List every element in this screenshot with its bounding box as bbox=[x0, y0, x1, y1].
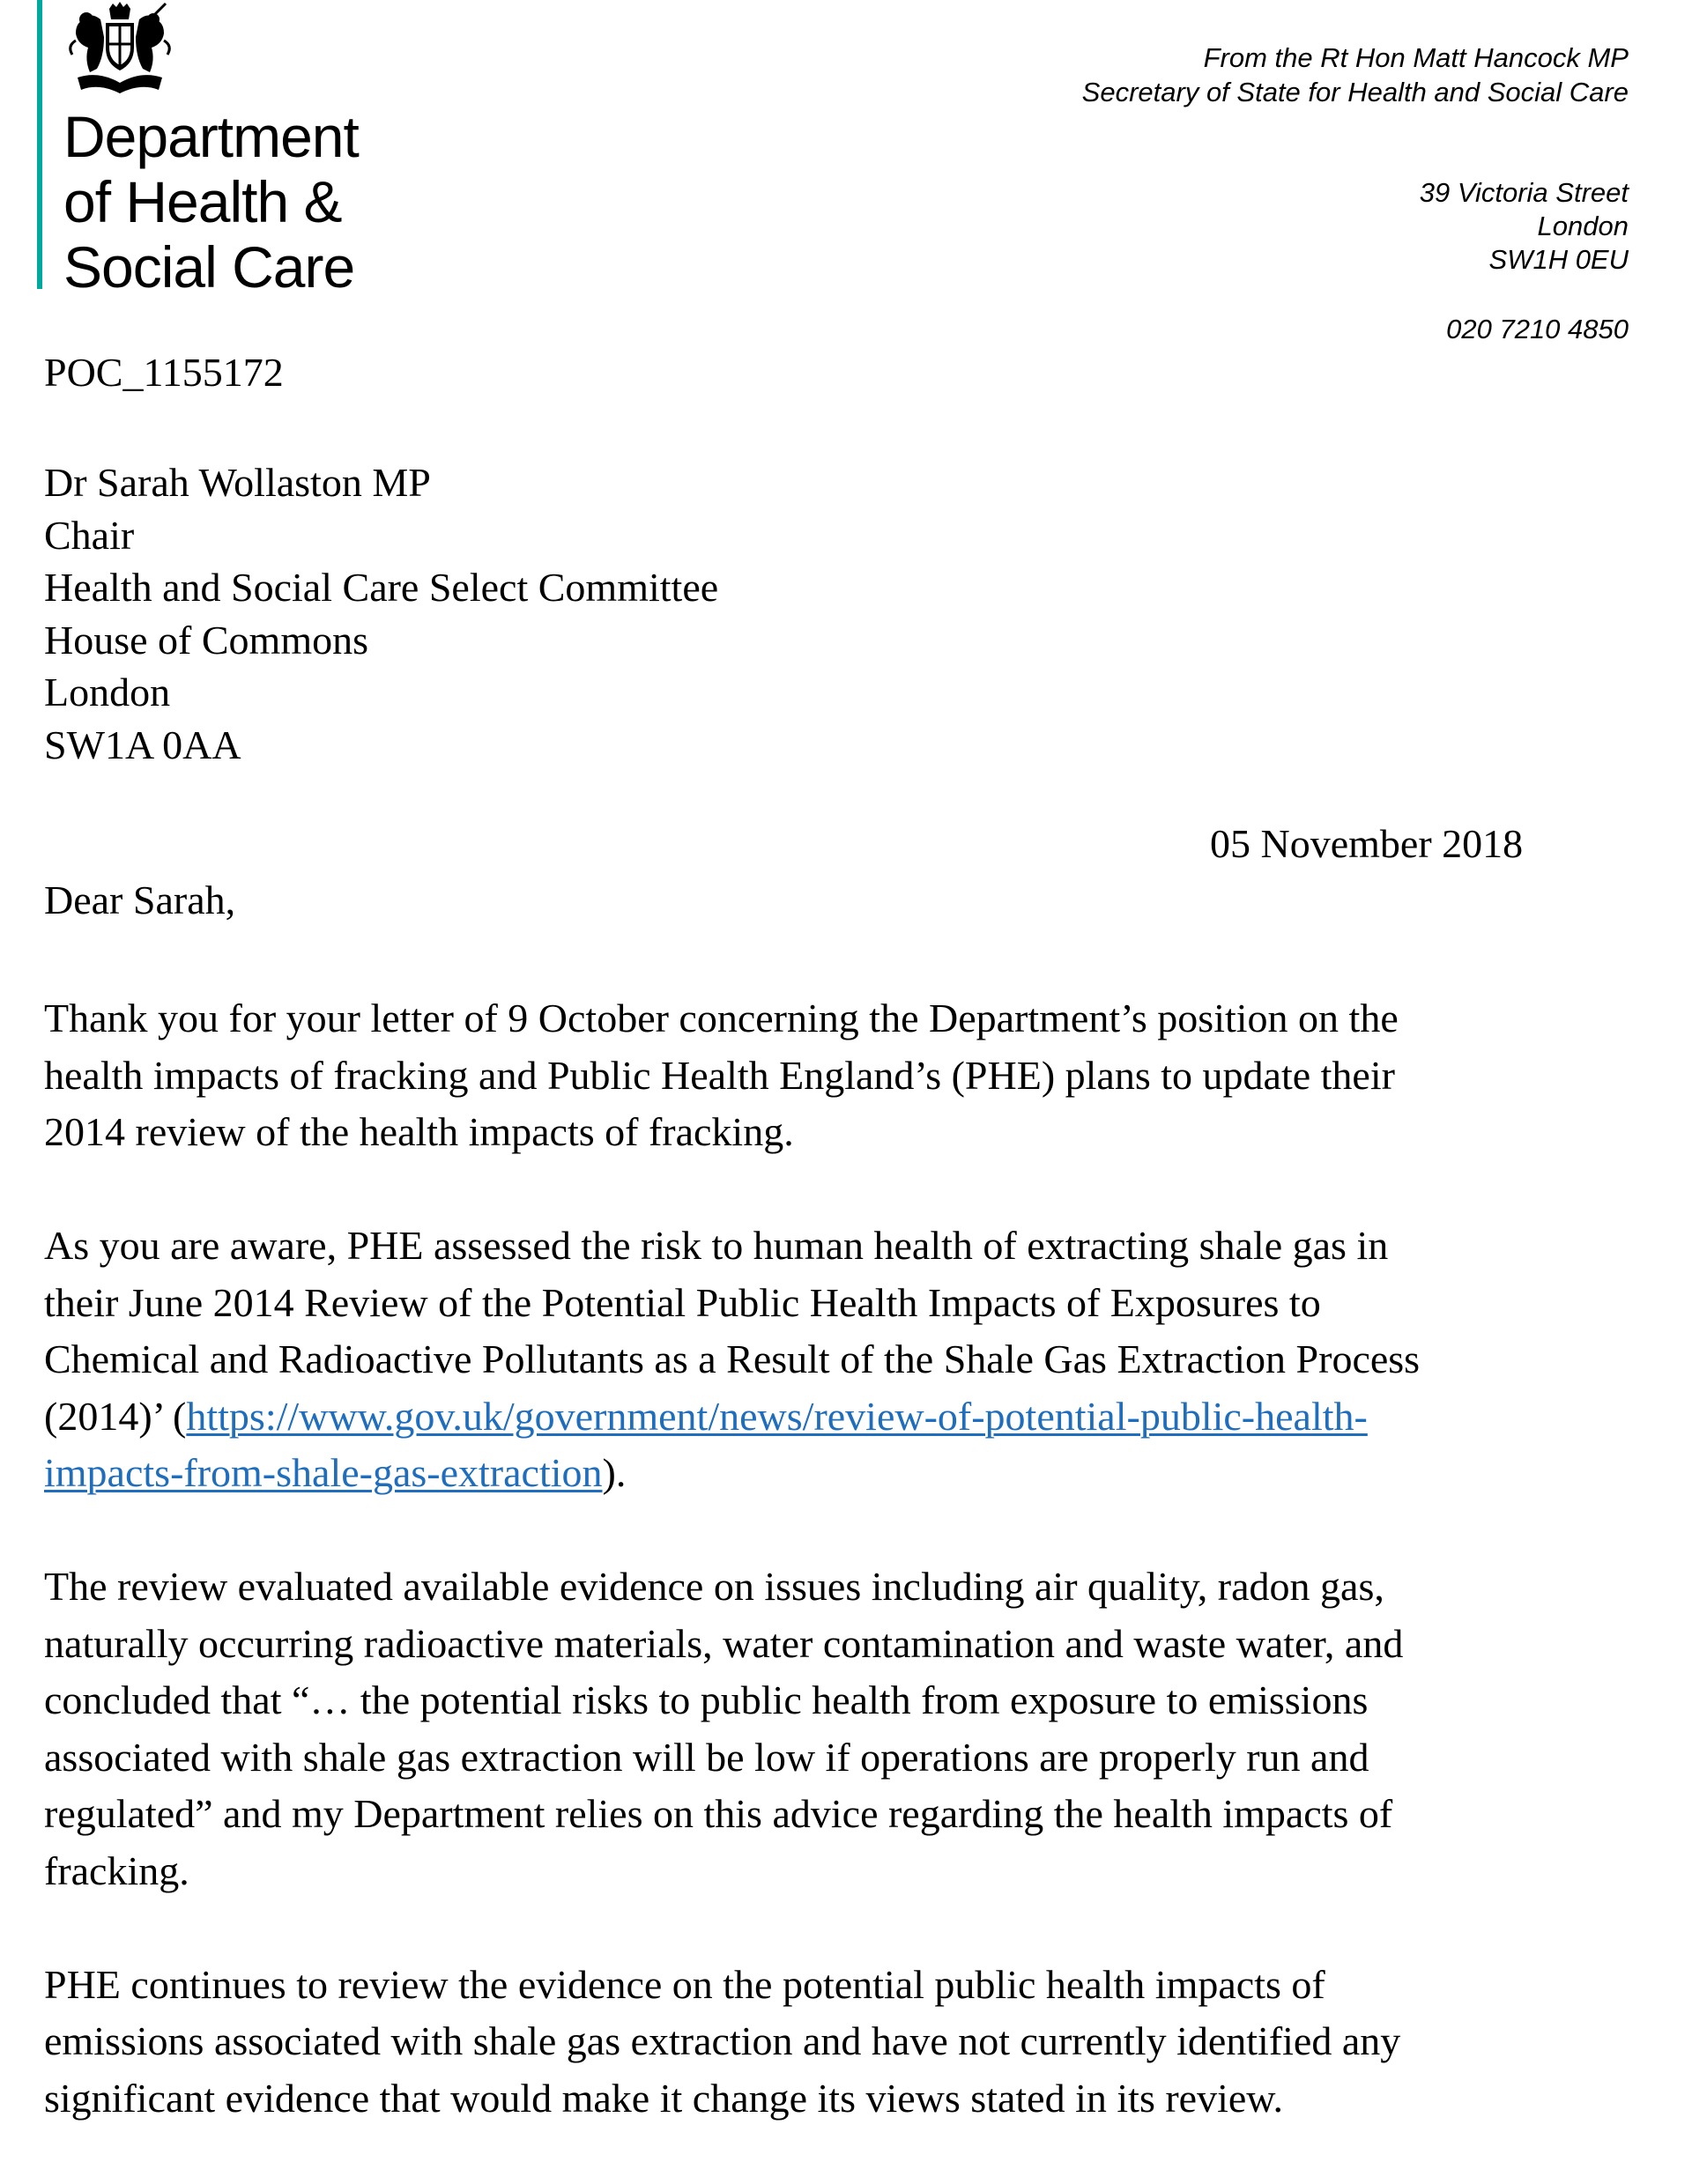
review-link-continued[interactable]: impacts-from-shale-gas-extraction bbox=[44, 1450, 603, 1495]
body-line: health impacts of fracking and Public Health England’s (PHE) plans to update their bbox=[44, 1052, 1395, 1098]
body-line: As you are aware, PHE assessed the risk to human health of extracting shale gas in bbox=[44, 1223, 1389, 1268]
review-link[interactable]: https://www.gov.uk/government/news/review-of-potential-public-health- bbox=[186, 1393, 1368, 1439]
letter-date: 05 November 2018 bbox=[1210, 821, 1524, 866]
recipient-line: Chair bbox=[44, 512, 135, 558]
letterhead-accent-bar bbox=[37, 0, 42, 289]
body-paragraph bbox=[44, 1957, 1630, 2128]
department-logo-line: of Health & bbox=[63, 169, 342, 234]
body-line: Thank you for your letter of 9 October concerning the Department’s position on the bbox=[44, 996, 1399, 1040]
body-line: Chemical and Radioactive Pollutants as a Result of the Shale Gas Extraction Process bbox=[44, 1336, 1421, 1381]
sender-name: From the Rt Hon Matt Hancock MP bbox=[1203, 42, 1629, 73]
body-line: associated with shale gas extraction will be low if operations are properly run and bbox=[44, 1734, 1369, 1780]
body-paragraph bbox=[44, 1558, 1630, 1899]
sender-address-line: SW1H 0EU bbox=[1488, 244, 1629, 275]
body-line bbox=[44, 1445, 1630, 1502]
body-line: PHE continues to review the evidence on the potential public health impacts of bbox=[44, 1961, 1325, 2007]
body-line: naturally occurring radioactive materials, water contamination and waste water, and bbox=[44, 1620, 1404, 1666]
letter-body bbox=[44, 990, 1630, 2184]
sender-block bbox=[1082, 41, 1629, 109]
recipient-line: SW1A 0AA bbox=[44, 722, 241, 767]
salutation: Dear Sarah, bbox=[44, 877, 236, 922]
recipient-line: House of Commons bbox=[44, 617, 368, 663]
body-line: fracking. bbox=[44, 1847, 189, 1893]
body-line: 2014 review of the health impacts of fracking. bbox=[44, 1109, 794, 1154]
body-line: concluded that “… the potential risks to public health from exposure to emissions bbox=[44, 1677, 1369, 1722]
body-paragraph bbox=[44, 990, 1630, 1161]
department-logo-line: Social Care bbox=[63, 234, 355, 300]
body-line: The review evaluated available evidence on issues including air quality, radon gas, bbox=[44, 1564, 1384, 1609]
sender-title: Secretary of State for Health and Social Care bbox=[1081, 77, 1629, 107]
department-logo-line: Department bbox=[63, 104, 359, 169]
recipient-line: Health and Social Care Select Committee bbox=[44, 565, 719, 610]
body-line bbox=[44, 1388, 1630, 1446]
recipient-address bbox=[44, 456, 718, 771]
recipient-line: Dr Sarah Wollaston MP bbox=[44, 460, 431, 505]
sender-address-line: London bbox=[1537, 211, 1629, 241]
citation-prefix: (2014)’ ( bbox=[44, 1393, 187, 1439]
citation-suffix: ). bbox=[602, 1450, 627, 1495]
sender-phone: 020 7210 4850 bbox=[1446, 314, 1629, 344]
reference-number: POC_1155172 bbox=[44, 350, 284, 395]
body-paragraph bbox=[44, 1218, 1630, 1502]
royal-coat-of-arms-icon bbox=[63, 2, 176, 100]
sender-address bbox=[1420, 176, 1629, 277]
body-line: significant evidence that would make it change its views stated in its review. bbox=[44, 2075, 1284, 2121]
sender-address-line: 39 Victoria Street bbox=[1419, 177, 1629, 208]
body-line: regulated” and my Department relies on this advice regarding the health impacts of bbox=[44, 1791, 1393, 1836]
body-line: their June 2014 Review of the Potential Public Health Impacts of Exposures to bbox=[44, 1279, 1321, 1325]
department-logo-text bbox=[63, 104, 359, 300]
recipient-line: London bbox=[44, 670, 171, 714]
body-line: emissions associated with shale gas extraction and have not currently identified any bbox=[44, 2018, 1401, 2063]
